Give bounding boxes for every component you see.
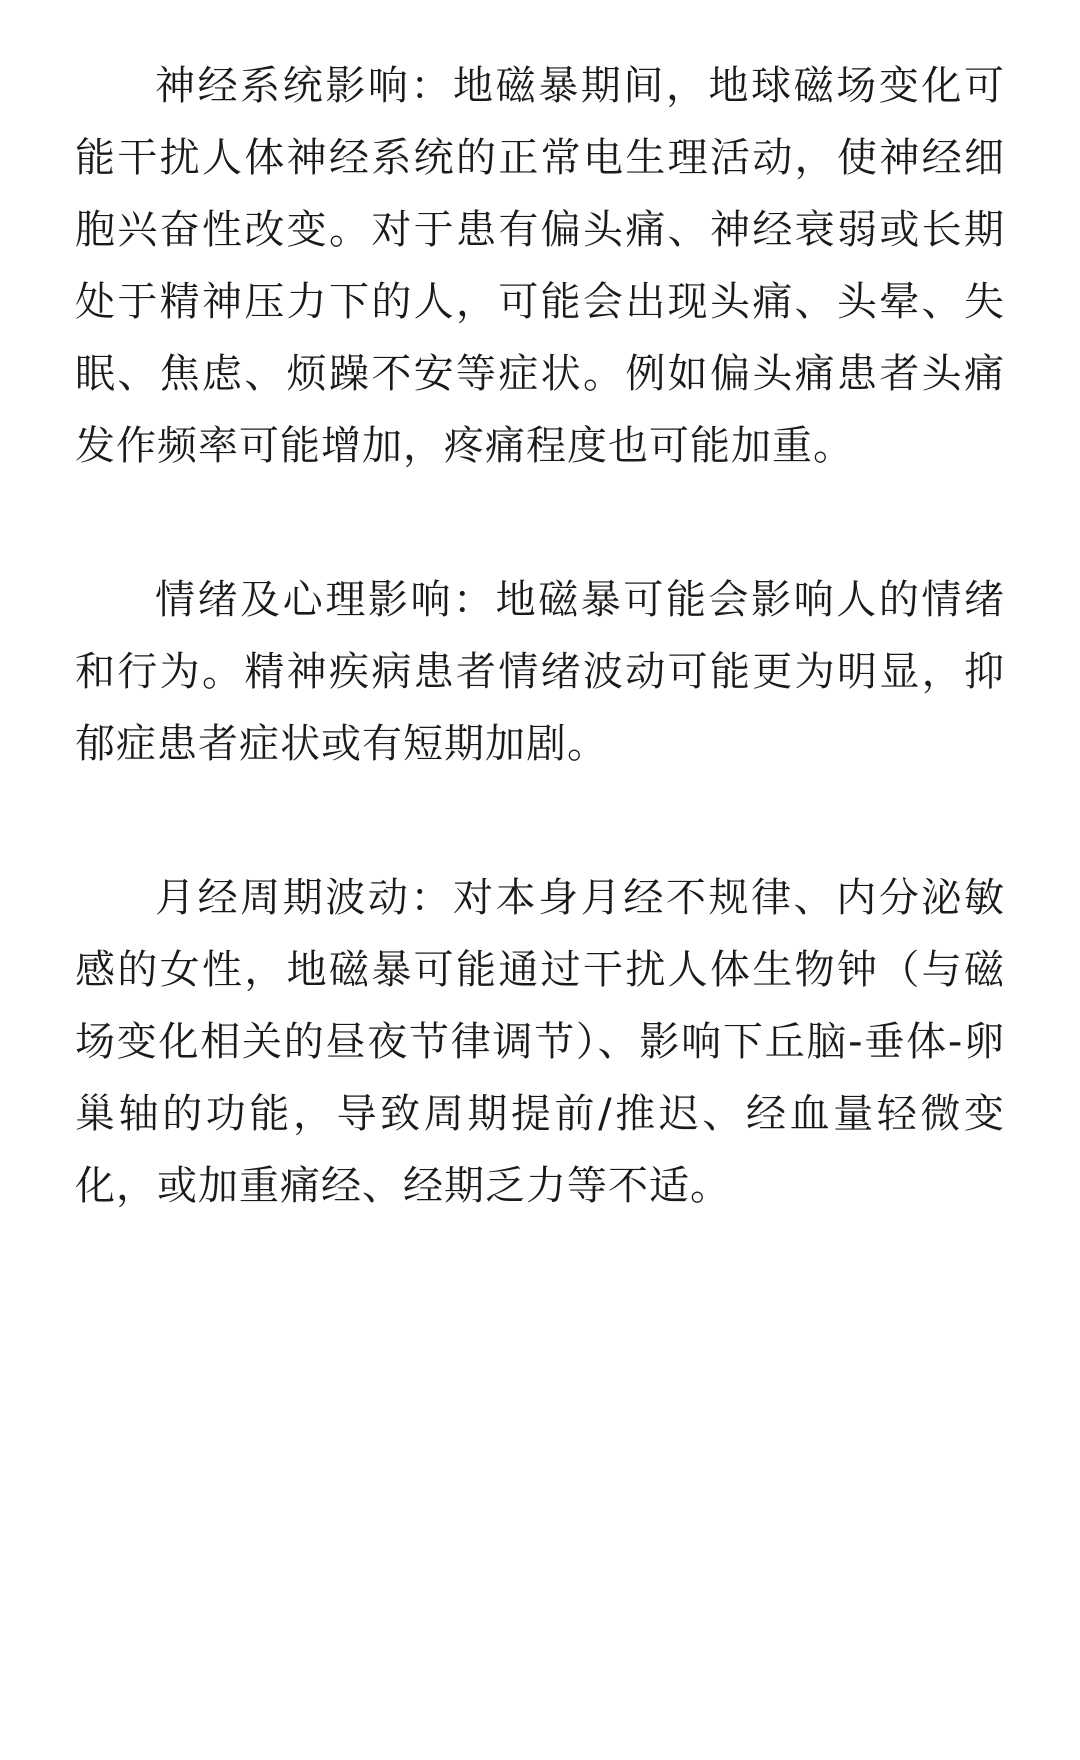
paragraph-menstrual-cycle: 月经周期波动：对本身月经不规律、内分泌敏感的女性，地磁暴可能通过干扰人体生物钟（与磁场变化相关的昼夜节律调节）、影响下丘脑-垂体-卵巢轴的功能，导致周期提前/推迟、经血量轻微变化，或加重痛经、经期乏力等不适。 — [75, 875, 1005, 1209]
paragraph-nervous-system: 神经系统影响：地磁暴期间，地球磁场变化可能干扰人体神经系统的正常电生理活动，使神经细胞兴奋性改变。对于患有偏头痛、神经衰弱或长期处于精神压力下的人，可能会出现头痛、头晕、失眠、焦虑、烦躁不安等症状。例如偏头痛患者头痛发作频率可能增加，疼痛程度也可能加重。 — [75, 63, 1005, 469]
article-body — [75, 50, 1005, 1304]
paragraph-emotion-psychology: 情绪及心理影响：地磁暴可能会影响人的情绪和行为。精神疾病患者情绪波动可能更为明显，抑郁症患者症状或有短期加剧。 — [75, 577, 1005, 767]
